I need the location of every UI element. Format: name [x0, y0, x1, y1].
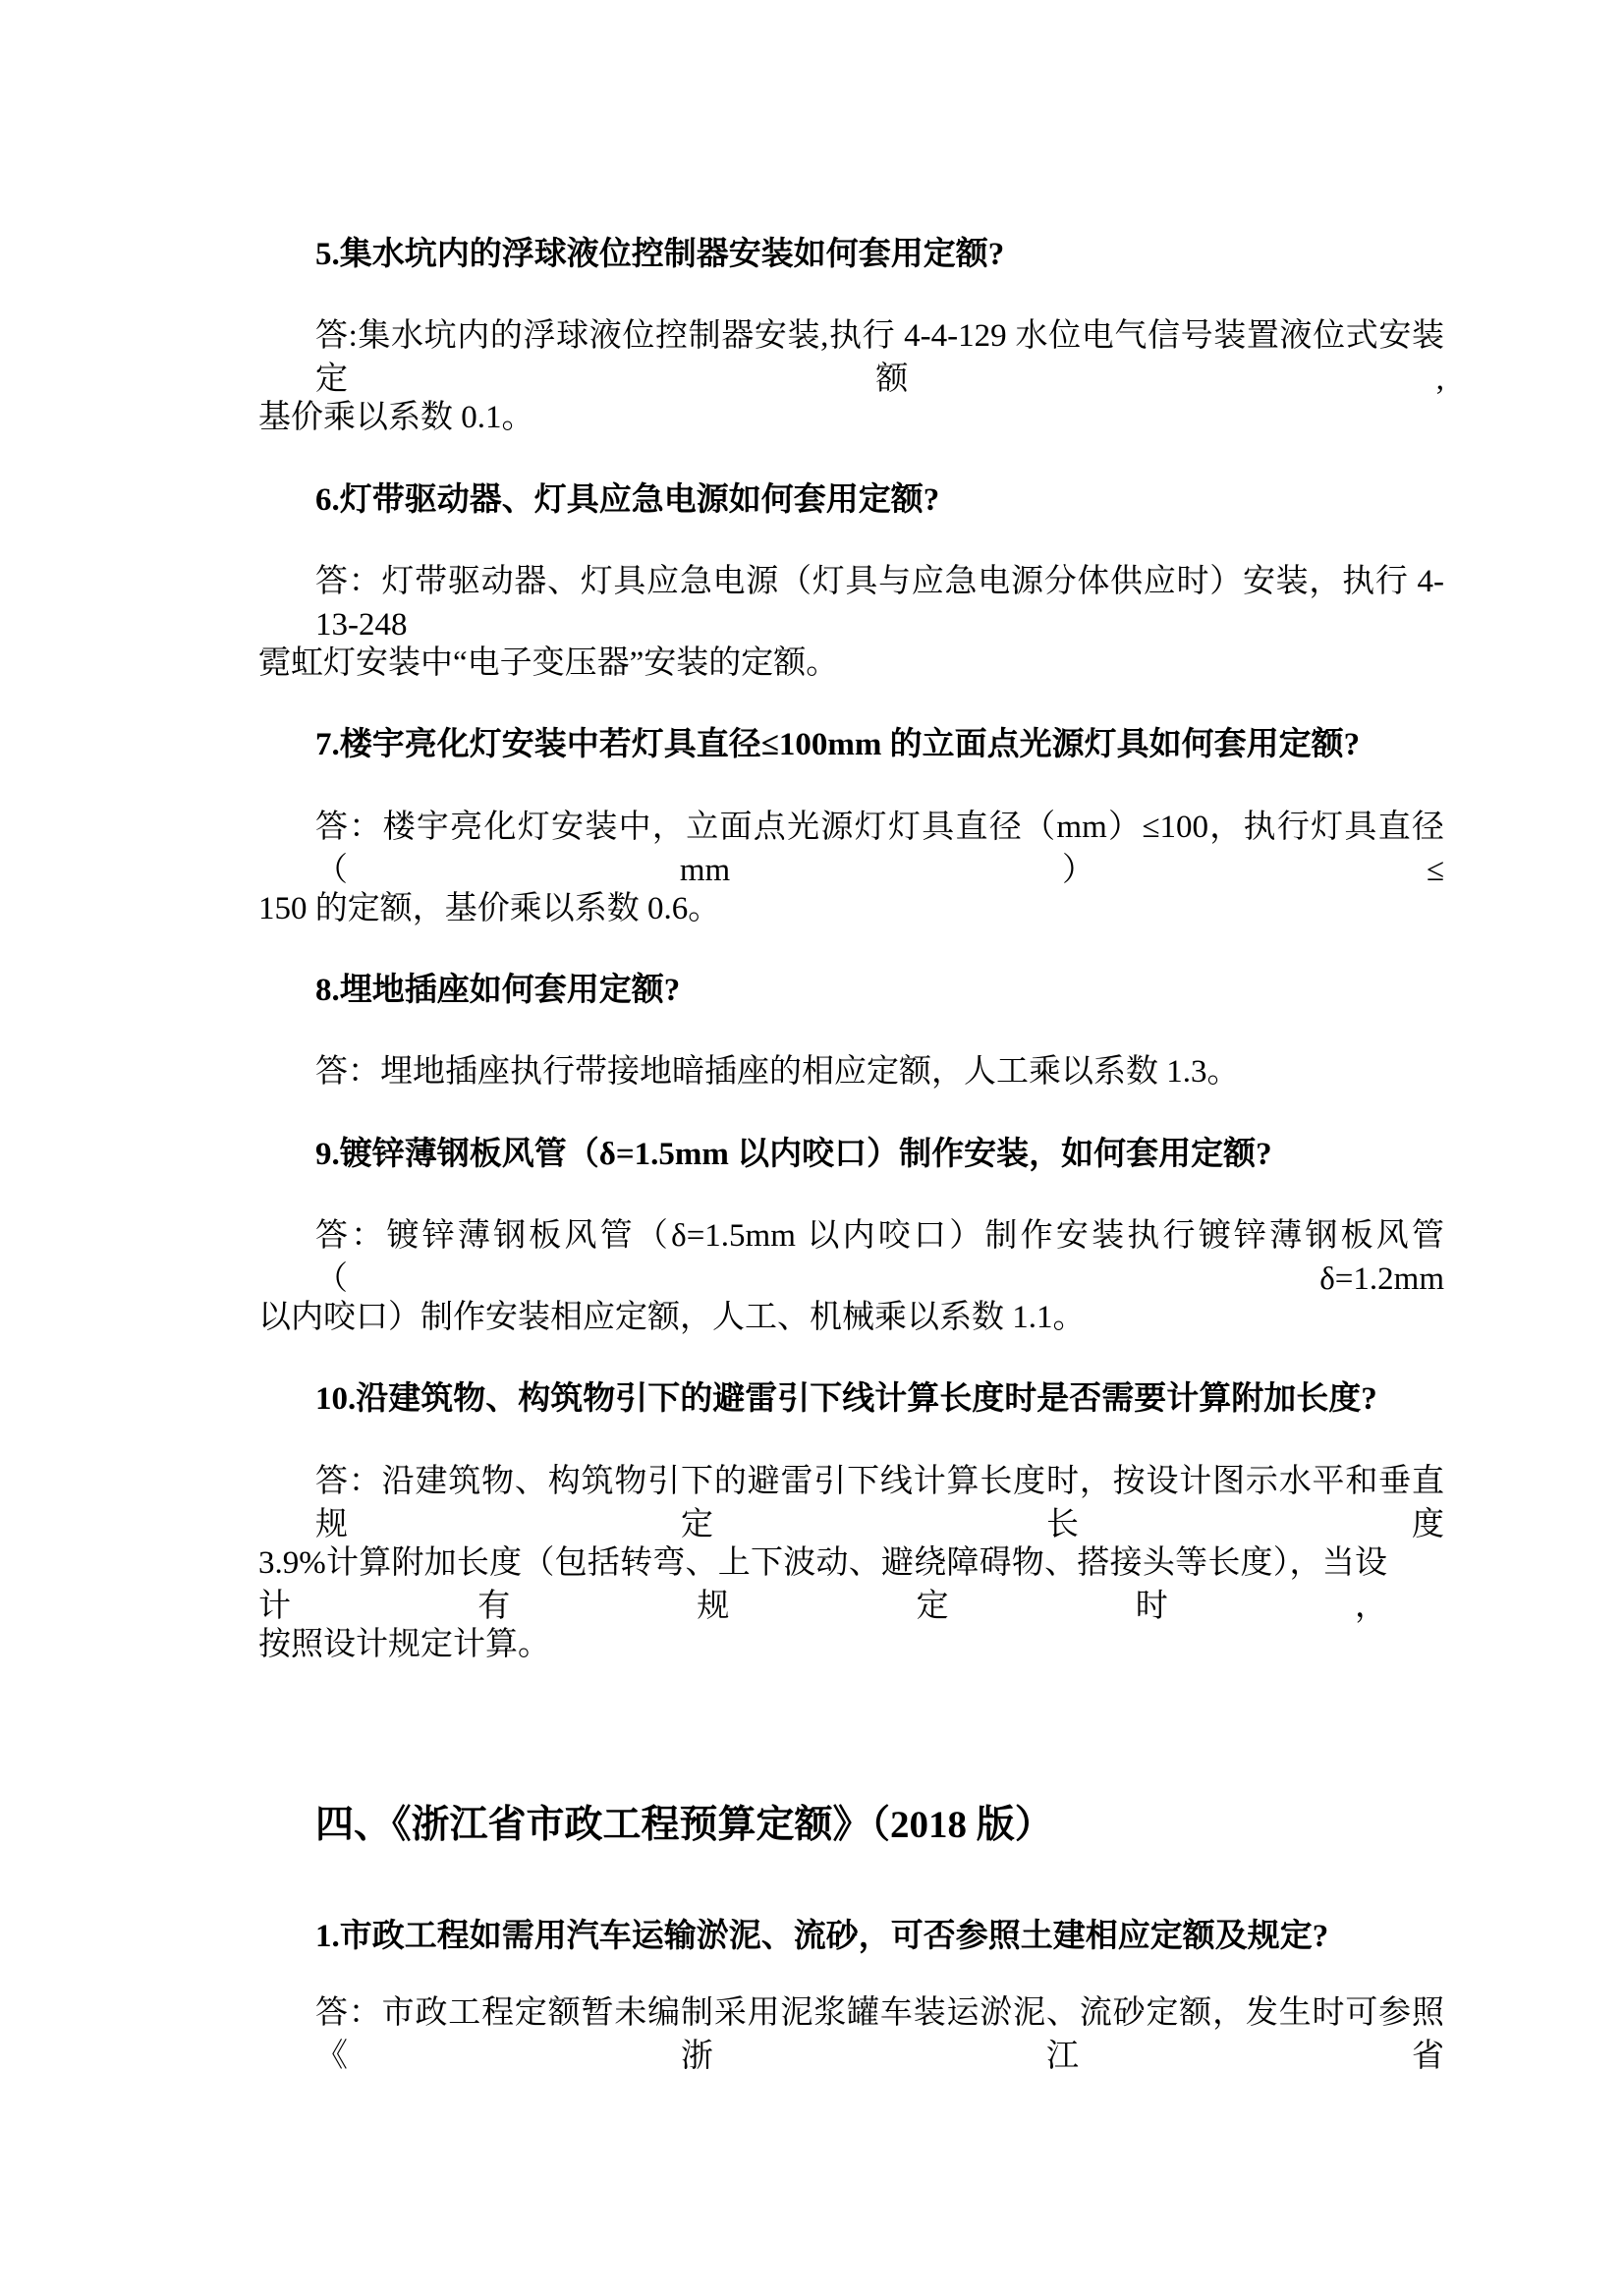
question-6: 6.灯带驱动器、灯具应急电源如何套用定额?	[315, 482, 940, 518]
question-5: 5.集水坑内的浮球液位控制器安装如何套用定额?	[315, 237, 1005, 272]
answer-6-line-2: 霓虹灯安装中“电子变压器”安装的定额。	[258, 645, 839, 681]
answer-5-line-1: 答:集水坑内的浮球液位控制器安装,执行 4-4-129 水位电气信号装置液位式安装定额,	[315, 318, 1444, 397]
question-9: 9.镀锌薄钢板风管（δ=1.5mm 以内咬口）制作安装，如何套用定额?	[315, 1137, 1272, 1172]
answer-7-line-1: 答：楼宇亮化灯安装中，立面点光源灯灯具直径（mm）≤100，执行灯具直径（mm）≤	[315, 810, 1444, 888]
answer-7-line-2: 150 的定额，基价乘以系数 0.6。	[258, 891, 721, 926]
answer-9-line-2: 以内咬口）制作安装相应定额，人工、机械乘以系数 1.1。	[258, 1300, 1086, 1335]
answer-8-line-1: 答：埋地插座执行带接地暗插座的相应定额，人工乘以系数 1.3。	[315, 1054, 1240, 1090]
answer-6-line-1: 答：灯带驱动器、灯具应急电源（灯具与应急电源分体供应时）安装，执行 4-13-248	[315, 564, 1444, 643]
answer-5-line-2: 基价乘以系数 0.1。	[258, 400, 534, 435]
question-10: 10.沿建筑物、构筑物引下的避雷引下线计算长度时是否需要计算附加长度?	[315, 1381, 1377, 1417]
question-7: 7.楼宇亮化灯安装中若灯具直径≤100mm 的立面点光源灯具如何套用定额?	[315, 727, 1361, 762]
question-8: 8.埋地插座如何套用定额?	[315, 973, 681, 1008]
answer-10-line-1: 答：沿建筑物、构筑物引下的避雷引下线计算长度时，按设计图示水平和垂直规定长度	[315, 1464, 1444, 1542]
section-answer-1-line-1: 答：市政工程定额暂未编制采用泥浆罐车装运淤泥、流砂定额，发生时可参照《浙江省	[315, 1995, 1444, 2074]
answer-10-line-3: 按照设计规定计算。	[258, 1627, 550, 1662]
section-question-1: 1.市政工程如需用汽车运输淤泥、流砂，可否参照土建相应定额及规定?	[315, 1919, 1329, 1954]
answer-10-line-2: 3.9%计算附加长度（包括转弯、上下波动、避绕障碍物、搭接头等长度），当设计有规定时，	[258, 1545, 1387, 1624]
section-heading: 四、《浙江省市政工程预算定额》（2018 版）	[315, 1804, 1053, 1846]
answer-9-line-1: 答：镀锌薄钢板风管（δ=1.5mm 以内咬口）制作安装执行镀锌薄钢板风管（δ=1.2mm	[315, 1218, 1444, 1297]
